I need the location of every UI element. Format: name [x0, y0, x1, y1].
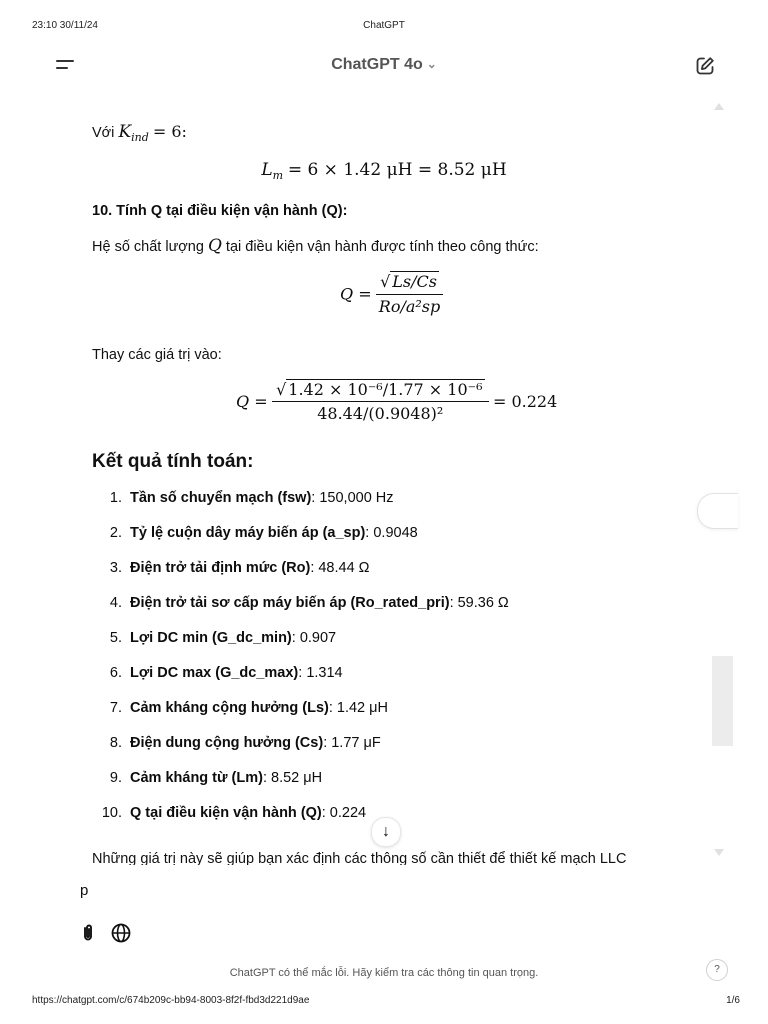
q-values-result: = 0.224 [492, 392, 558, 411]
lm-lhs-sub: m [272, 169, 284, 182]
section-10-heading: 10. Tính Q tại điều kiện vận hành (Q): [92, 203, 348, 219]
side-panel-handle[interactable] [697, 493, 738, 529]
scroll-up-arrow[interactable] [714, 103, 724, 110]
list-item: 5. Lợi DC min (G_dc_min): 0.907 [109, 630, 337, 646]
results-heading: Kết quả tính toán: [92, 451, 254, 472]
scroll-down-arrow[interactable] [714, 849, 724, 856]
help-button[interactable]: ? [706, 959, 728, 981]
paperclip-icon[interactable] [77, 922, 99, 944]
list-item: 4. Điện trở tải sơ cấp máy biến áp (Ro_rated_pri): 59.36 Ω [109, 595, 509, 611]
list-item: 6. Lợi DC max (G_dc_max): 1.314 [109, 665, 343, 681]
q-intro-before: Hệ số chất lượng [92, 239, 204, 255]
disclaimer-text: ChatGPT có thể mắc lỗi. Hãy kiểm tra các thông tin quan trọng. [229, 967, 539, 979]
k-subscript: ind [131, 131, 149, 144]
model-label: ChatGPT 4o [331, 56, 423, 73]
list-item: 9. Cảm kháng từ (Lm): 8.52 μH [109, 770, 323, 786]
lm-rhs: = 6 × 1.42 μH = 8.52 μH [287, 160, 507, 180]
list-item: 8. Điện dung cộng hưởng (Cs): 1.77 μF [109, 735, 381, 751]
closing-text: Những giá trị này sẽ giúp bạn xác định các thông số cần thiết để thiết kế mạch LLC [92, 851, 627, 865]
lm-equation [0, 160, 768, 182]
print-page-number: 1/6 [726, 995, 740, 1006]
q-intro [92, 236, 539, 257]
new-chat-icon[interactable] [694, 55, 716, 77]
q-values-equation: Q = $\frac{\text{√ 1.42 × 10⁻⁶/1.77 × 10⁻⁶}}{\text{48.44/(0.9048)²}}$ = 0.224 [236, 380, 558, 423]
q-formula-numerator: Ls/Cs [392, 272, 437, 291]
list-item: 1. Tần số chuyển mạch (fsw): 150,000 Hz [109, 490, 394, 506]
list-item: 2. Tỷ lệ cuộn dây máy biến áp (a_sp): 0.9048 [109, 525, 418, 541]
globe-icon[interactable] [110, 922, 132, 944]
q-values-lhs: Q = [236, 392, 268, 411]
print-url: https://chatgpt.com/c/674b209c-bb94-8003-8f2f-fbd3d221d9ae [32, 995, 310, 1006]
with-k-line [92, 122, 187, 148]
q-formula-denominator: Ro/a²sp [378, 297, 441, 316]
list-item: 7. Cảm kháng cộng hưởng (Ls): 1.42 μH [109, 700, 388, 716]
k-value: = 6: [152, 122, 187, 141]
list-item: 3. Điện trở tải định mức (Ro): 48.44 Ω [109, 560, 370, 576]
chevron-down-icon: ⌄ [426, 57, 437, 71]
list-item: 10. Q tại điều kiện vận hành (Q): 0.224 [101, 805, 367, 821]
model-selector[interactable] [0, 56, 768, 74]
q-values-numerator: 1.42 × 10⁻⁶/1.77 × 10⁻⁶ [288, 380, 483, 399]
with-prefix: Với [92, 125, 115, 141]
results-list [92, 488, 692, 838]
prompt-input[interactable]: p [80, 882, 89, 899]
q-formula-lhs: Q = [340, 284, 372, 304]
scrollbar-thumb[interactable] [712, 656, 733, 746]
scroll-to-bottom-button[interactable] [371, 817, 401, 847]
lm-lhs: L [261, 160, 273, 180]
q-formula: Q = $\frac{√ Ls/Cs}{\text{Ro/a²sp}}$ [340, 272, 443, 316]
substitute-text: Thay các giá trị vào: [92, 347, 222, 363]
arrow-down-icon: ↓ [382, 823, 390, 840]
q-symbol: Q [207, 236, 222, 256]
print-title: ChatGPT [363, 20, 405, 31]
k-symbol: K [118, 122, 132, 142]
q-intro-after: tại điều kiện vận hành được tính theo công thức: [225, 239, 539, 255]
print-datetime: 23:10 30/11/24 [32, 20, 98, 31]
q-values-denominator: 48.44/(0.9048)² [317, 404, 444, 423]
